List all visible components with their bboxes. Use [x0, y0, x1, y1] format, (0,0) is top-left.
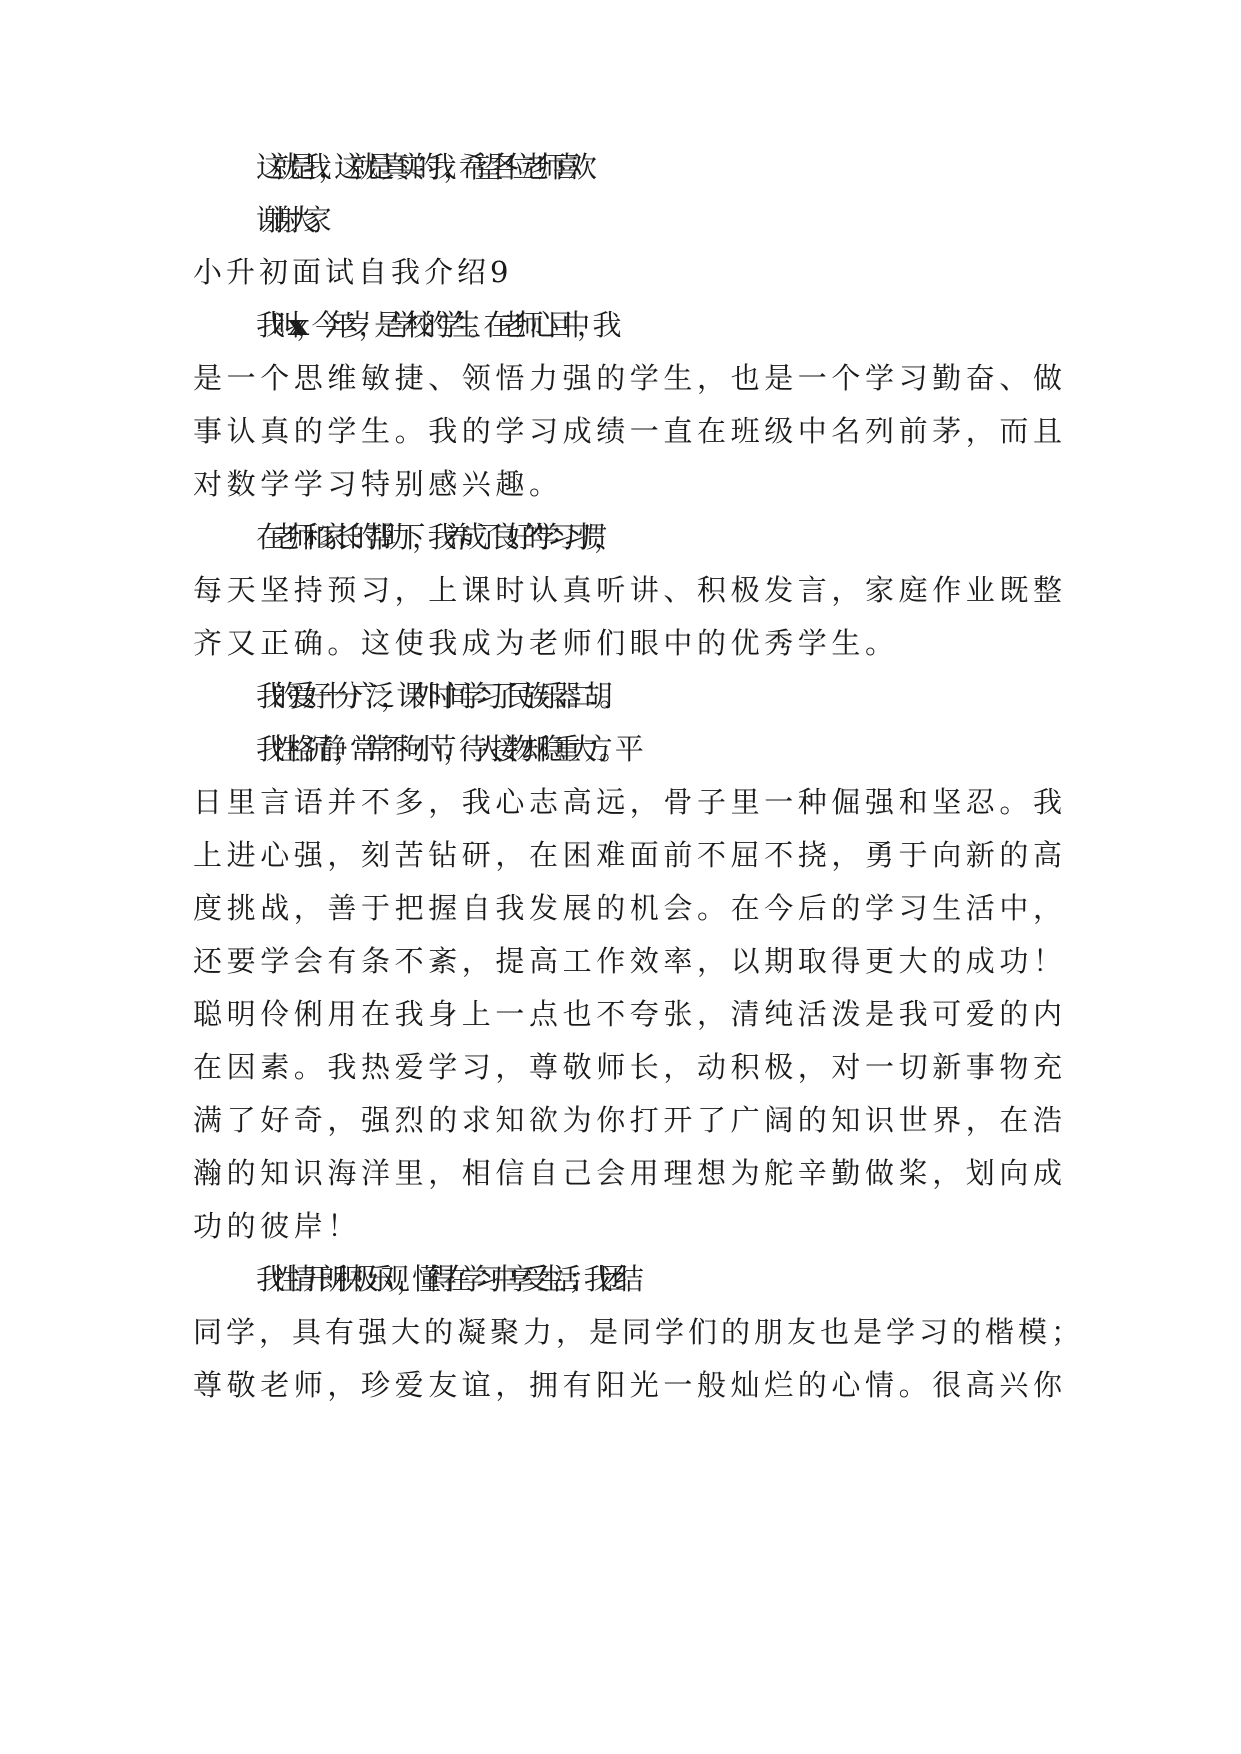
paragraph-line: 在老师和家长的帮助下，我养成了良好的'学习习惯， [256, 520, 610, 554]
paragraph-line: 我叫xxx，今年岁，是学校的学生。在老师心目中，我 [256, 308, 609, 342]
paragraph-line: 聪明伶俐用在我身上一点也不夸张，清纯活泼是我可爱的内 [193, 997, 1067, 1031]
paragraph-line: 尊敬老师，珍爱友谊，拥有阳光一般灿烂的心情。很高兴你 [193, 1368, 1067, 1402]
paragraph-line: 是一个思维敏捷、领悟力强的学生，也是一个学习勤奋、做 [193, 361, 1067, 395]
paragraph-line: 满了好奇，强烈的求知欲为你打开了广阔的知识世界，在浩 [193, 1103, 1067, 1137]
paragraph-line: 每天坚持预习，上课时认真听讲、积极发言，家庭作业既整 [193, 573, 1067, 607]
paragraph-line: 我的爱好十分广泛，课外时间学习了民族乐器二胡。 [256, 679, 615, 713]
paragraph-line: 上进心强，刻苦钻研，在困难面前不屈不挠，勇于向新的高 [193, 838, 1067, 872]
closing-sentence: 这就是我，这就是真实的我，希望各位老师喜欢 [256, 150, 584, 184]
paragraph-line: 同学，具有强大的凝聚力，是同学们的朋友也是学习的楷模； [193, 1315, 1085, 1349]
section-heading: 小升初面试自我介绍9 [193, 255, 513, 289]
paragraph-line: 日里言语并不多，我心志高远，骨子里一种倔强和坚忍。我 [193, 785, 1067, 819]
paragraph-line: 还要学会有条不紊，提高工作效率，以期取得更大的成功！ [193, 944, 1067, 978]
paragraph-line: 我性情开朗积极乐观，懂得在学习中享受生活；我团结 [256, 1262, 631, 1296]
thanks-line: 谢谢大家 [256, 203, 319, 237]
paragraph-line: 我性格沉静，常常不拘小节，待人接物却稳重大方。平 [256, 732, 631, 766]
paragraph-line: 事认真的学生。我的学习成绩一直在班级中名列前茅，而且 [193, 414, 1067, 448]
paragraph-line: 对数学学习特别感兴趣。 [193, 467, 563, 501]
paragraph-line: 齐又正确。这使我成为老师们眼中的优秀学生。 [193, 626, 899, 660]
paragraph-line: 功的彼岸！ [193, 1209, 362, 1243]
paragraph-line: 在因素。我热爱学习，尊敬师长，动积极，对一切新事物充 [193, 1050, 1067, 1084]
paragraph-line: 度挑战，善于把握自我发展的机会。在今后的学习生活中， [193, 891, 1067, 925]
paragraph-line: 瀚的知识海洋里，相信自己会用理想为舵辛勤做桨，划向成 [193, 1156, 1067, 1190]
